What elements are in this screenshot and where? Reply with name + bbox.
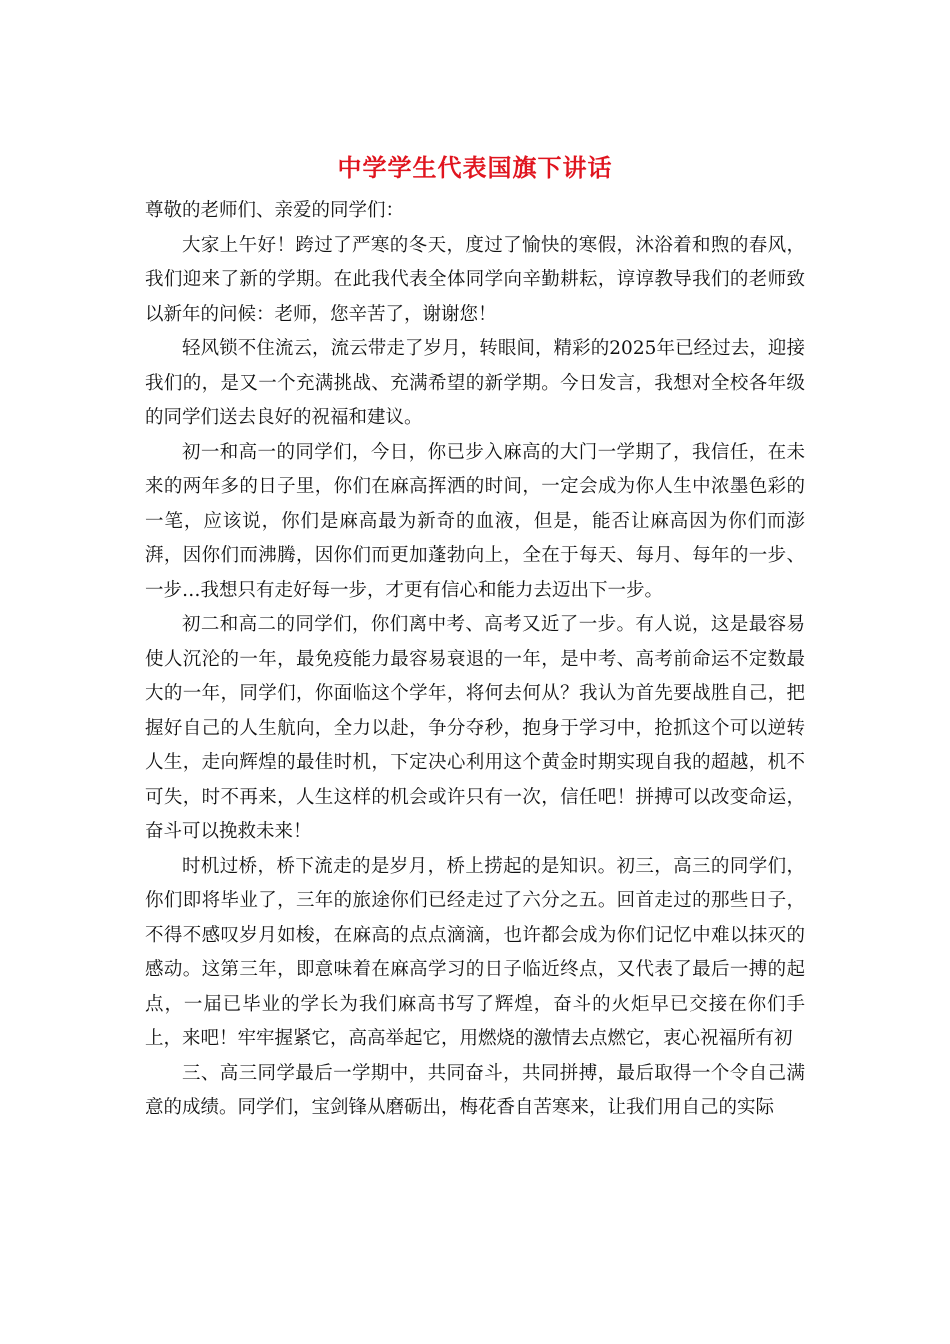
paragraph-2: 轻风锁不住流云，流云带走了岁月，转眼间，精彩的2025年已经过去，迎接我们的，是又一个充满挑战、充满希望的新学期。今日发言，我想对全校各年级的同学们送去良好的祝福和建议。 <box>145 338 805 428</box>
document-title: 中学学生代表国旗下讲话 <box>337 153 613 182</box>
paragraph-1: 大家上午好！跨过了严寒的冬天，度过了愉快的寒假，沐浴着和煦的春风，我们迎来了新的学期。在此我代表全体同学向辛勤耕耘，谆谆教导我们的老师致以新年的问候：老师，您辛苦了，谢谢您！ <box>145 234 805 325</box>
paragraph-3: 初一和高一的同学们，今日，你已步入麻高的大门一学期了，我信任，在未来的两年多的日子里，你们在麻高挥洒的时间，一定会成为你人生中浓墨色彩的一笔，应该说，你们是麻高最为新奇的血液，但是，能否让麻高因为你们而澎湃，因你们而沸腾，因你们而更加蓬勃向上，全在于每天、每月、每年的一步、一步…我想只有走好每一步，才更有信心和能力去迈出下一步。 <box>145 441 805 601</box>
paragraph-4: 初二和高二的同学们，你们离中考、高考又近了一步。有人说，这是最容易使人沉沦的一年，最免疫能力最容易衰退的一年，是中考、高考前命运不定数最大的一年，同学们，你面临这个学年，将何去何从？我认为首先要战胜自己，把握好自己的人生航向，全力以赴，争分夺秒，抱身于学习中，抢抓这个可以逆转人生，走向辉煌的最佳时机，下定决心利用这个黄金时期实现自我的超越，机不可失，时不再来，人生这样的机会或许只有一次，信任吧！拼搏可以改变命运，奋斗可以挽救未来！ <box>145 614 805 842</box>
document-body <box>145 194 805 1126</box>
paragraph-5: 时机过桥，桥下流走的是岁月，桥上捞起的是知识。初三，高三的同学们，你们即将毕业了，三年的旅途你们已经走过了六分之五。回首走过的那些日子，不得不感叹岁月如梭，在麻高的点点滴滴，也许都会成为你们记忆中难以抹灭的感动。这第三年，即意味着在麻高学习的日子临近终点，又代表了最后一搏的起点，一届已毕业的学长为我们麻高书写了辉煌，奋斗的火炬早已交接在你们手上，来吧！牢牢握紧它，高高举起它，用燃烧的激情去点燃它，衷心祝福所有初 <box>145 855 805 1049</box>
paragraph-6: 三、高三同学最后一学期中，共同奋斗，共同拼搏，最后取得一个令自己满意的成绩。同学们，宝剑锋从磨砺出，梅花香自苦寒来，让我们用自己的实际 <box>145 1062 805 1118</box>
salutation: 尊敬的老师们、亲爱的同学们： <box>145 200 405 221</box>
